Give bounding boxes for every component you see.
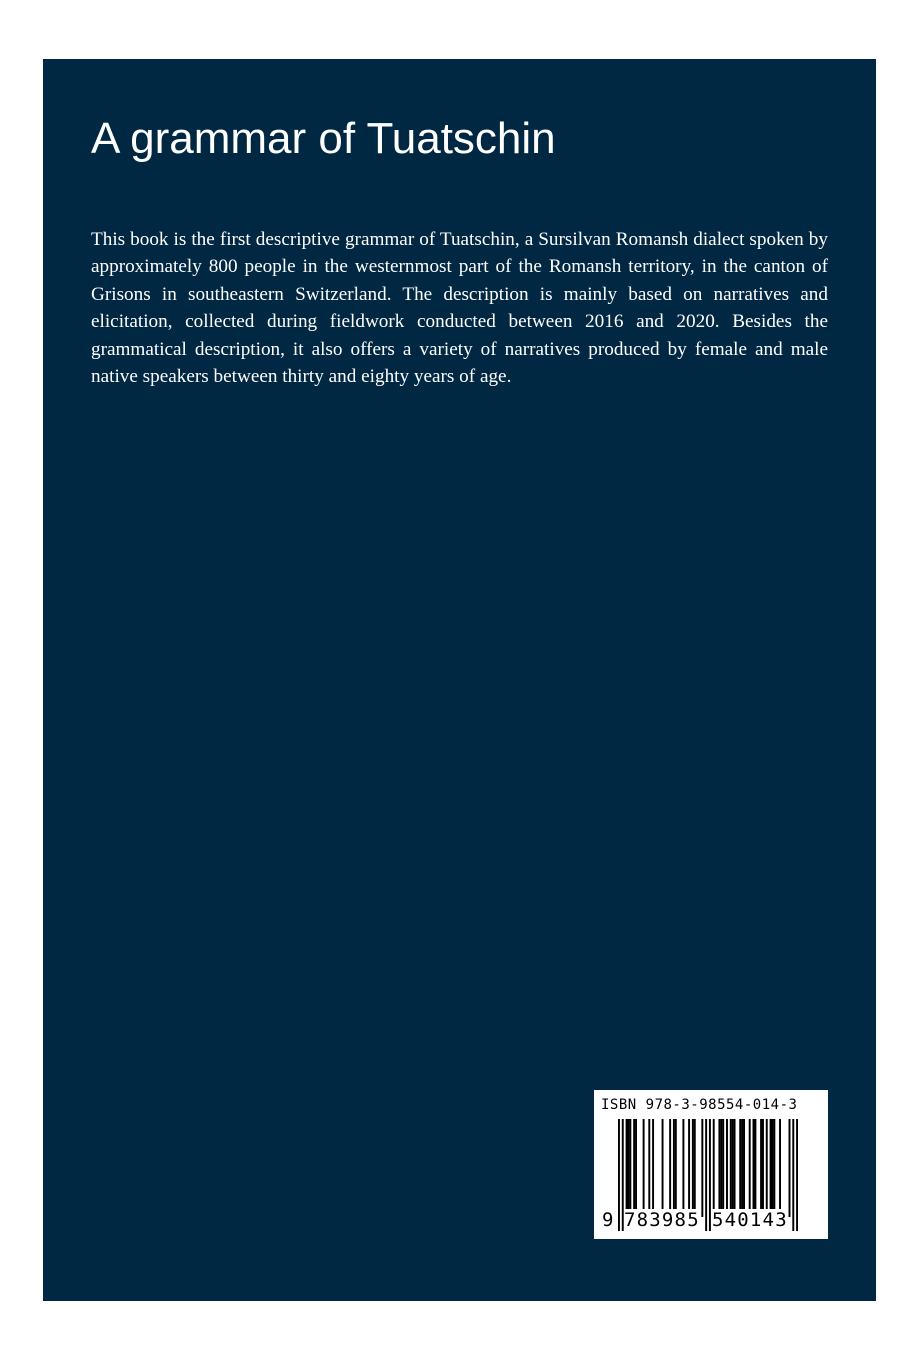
barcode-bar xyxy=(743,1119,745,1217)
barcode-bar xyxy=(673,1119,675,1217)
barcode-bar xyxy=(705,1119,707,1231)
barcode-bar xyxy=(652,1119,654,1217)
barcode-bar xyxy=(635,1119,637,1217)
barcode-bar xyxy=(618,1119,620,1231)
barcode-bar xyxy=(779,1119,781,1217)
barcode-bar xyxy=(662,1119,664,1217)
book-blurb: This book is the first descriptive grammar of Tuatschin, a Sursilvan Romansh dialect spoken by approximately 800 people in the westernmost part of the Romansh territory, in the canton of Grisons in southeastern Switzerland. The description is mainly based on narratives and elicitation, collected during fieldwork conducted between 2016 and 2020. Besides the grammatical description, it also offers a variety of narratives produced by female and male native speakers between thirty and eighty years of age. xyxy=(91,229,828,388)
barcode-bar xyxy=(749,1119,751,1217)
barcode-bar xyxy=(675,1119,677,1217)
barcode-bar xyxy=(789,1119,791,1217)
barcode-bar xyxy=(722,1119,724,1217)
barcode-bar xyxy=(626,1119,628,1217)
barcode-bar xyxy=(726,1119,728,1217)
book-title: A grammar of Tuatschin xyxy=(91,114,556,163)
barcode-bar xyxy=(720,1119,722,1217)
barcode-bar xyxy=(694,1119,696,1217)
barcode-bar xyxy=(760,1119,762,1217)
barcode-bar xyxy=(713,1119,715,1217)
barcode-bar xyxy=(796,1119,798,1231)
barcode-bar xyxy=(734,1119,736,1217)
barcode-bar xyxy=(754,1119,756,1217)
barcode-bar xyxy=(730,1119,732,1217)
barcode-bar xyxy=(773,1119,775,1217)
barcode-bar xyxy=(792,1119,794,1231)
barcode-bar xyxy=(739,1119,741,1217)
barcode-bar xyxy=(633,1119,635,1217)
barcode-bar xyxy=(770,1119,772,1217)
barcode-bar xyxy=(753,1119,755,1217)
barcode-bar xyxy=(682,1119,684,1217)
barcode-bar xyxy=(741,1119,743,1217)
barcode-bar xyxy=(688,1119,690,1217)
barcode-bar xyxy=(643,1119,645,1217)
barcode-bar xyxy=(692,1119,694,1217)
barcode-bar xyxy=(771,1119,773,1217)
barcode-bar xyxy=(732,1119,734,1217)
barcode-bar xyxy=(766,1119,768,1217)
isbn-barcode-block xyxy=(594,1090,828,1239)
barcode-bar xyxy=(762,1119,764,1217)
barcode-bar xyxy=(627,1119,629,1217)
barcode-bar xyxy=(718,1119,720,1217)
isbn-label: ISBN 978-3-98554-014-3 xyxy=(601,1097,798,1113)
barcode-bar xyxy=(709,1119,711,1231)
barcode-right-digits: 540143 xyxy=(712,1209,788,1231)
barcode-left-digits: 783985 xyxy=(624,1209,700,1231)
barcode-bar xyxy=(669,1119,671,1217)
barcode-bar xyxy=(701,1119,703,1217)
back-cover xyxy=(43,59,876,1301)
barcode-bar xyxy=(629,1119,631,1217)
barcode-bar xyxy=(648,1119,650,1217)
barcode-first-digit: 9 xyxy=(602,1209,614,1231)
